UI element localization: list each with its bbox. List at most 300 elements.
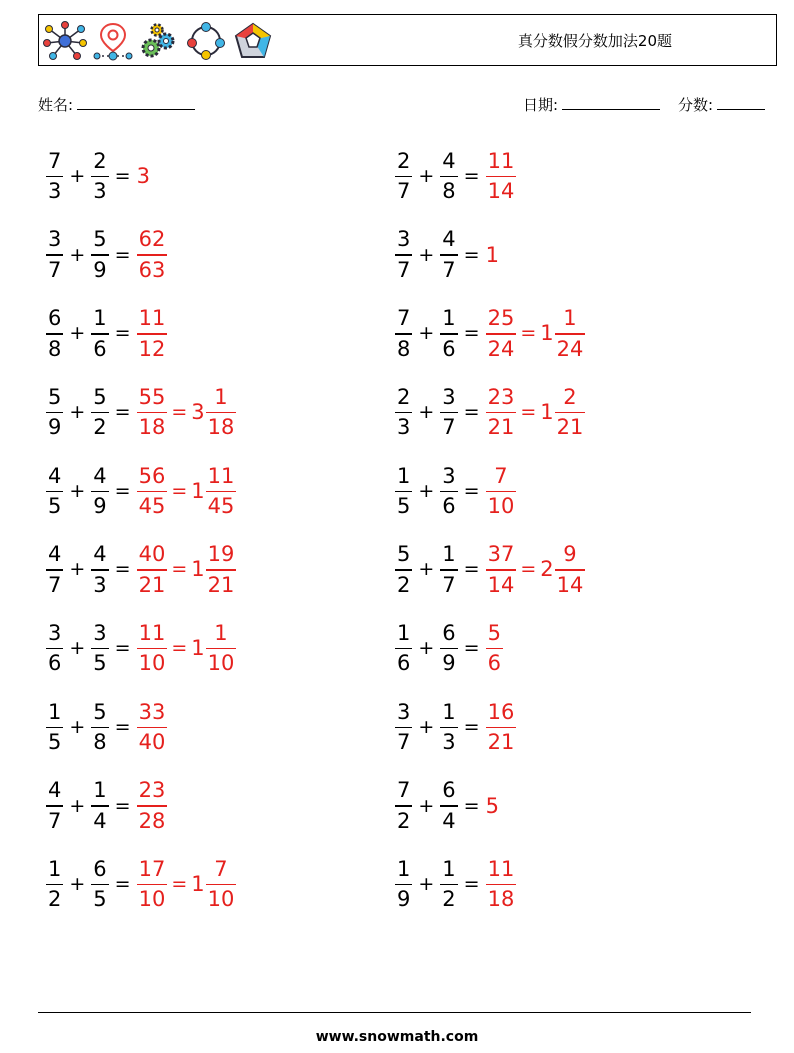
answer	[137, 464, 237, 519]
answer-fraction-bar	[137, 884, 168, 886]
addend-a-fraction-bar	[395, 254, 412, 256]
answer-fraction-bar	[486, 333, 517, 335]
addend-b-fraction-denominator: 3	[442, 730, 456, 755]
mixed-whole-number: 1	[540, 321, 554, 346]
answer-fraction	[137, 700, 168, 755]
addend-b-fraction	[440, 149, 457, 204]
addend-a-fraction-denominator: 2	[48, 887, 62, 912]
score-blank[interactable]	[717, 95, 765, 110]
plus-sign: +	[69, 715, 86, 738]
addend-b-fraction-numerator: 2	[93, 148, 107, 173]
mixed-fraction-bar	[555, 333, 586, 335]
problem-item	[395, 460, 744, 522]
addend-a-fraction-bar	[46, 491, 63, 493]
addend-a-fraction-numerator: 4	[48, 778, 62, 803]
mixed-whole-number: 1	[191, 872, 205, 897]
mixed-fraction-bar	[206, 491, 237, 493]
mixed-fraction-bar	[555, 412, 586, 414]
mixed-fraction-denominator: 14	[556, 572, 584, 597]
answer-fraction-numerator: 62	[138, 227, 166, 252]
addend-b-fraction-numerator: 3	[442, 384, 456, 409]
addend-a-fraction-denominator: 6	[48, 651, 62, 676]
addend-a-fraction-numerator: 4	[48, 463, 62, 488]
addend-a-fraction-denominator: 5	[48, 494, 62, 518]
answer-fraction-value: 3	[136, 164, 150, 188]
addend-a-fraction	[46, 857, 63, 912]
addend-b-fraction	[91, 306, 108, 361]
addend-a-fraction-bar	[395, 333, 412, 335]
plus-sign: +	[69, 165, 86, 187]
answer-fraction-bar	[486, 648, 503, 650]
answer	[137, 857, 237, 912]
answer-fraction	[137, 778, 168, 833]
addend-a-fraction	[395, 700, 412, 755]
addend-a-fraction-denominator: 5	[397, 494, 411, 518]
addend-a-fraction-numerator: 1	[48, 699, 62, 724]
plus-sign: +	[69, 243, 86, 266]
addend-b-fraction-bar	[440, 648, 457, 650]
addend-a-fraction-denominator: 5	[48, 730, 62, 755]
problem-item	[395, 145, 744, 207]
addend-a-fraction	[46, 621, 63, 676]
equals-sign: =	[114, 479, 131, 502]
answer	[486, 243, 499, 267]
score-field	[678, 95, 765, 114]
score-label: 分数:	[678, 96, 714, 114]
mixed-fraction-bar	[206, 412, 237, 414]
pentagon-chart-icon	[233, 21, 273, 61]
addend-b-fraction-numerator: 5	[93, 699, 107, 724]
date-field	[523, 95, 660, 114]
mixed-whole-number: 1	[191, 557, 205, 582]
answer-fraction-numerator: 23	[487, 384, 515, 409]
answer-fraction-bar	[137, 805, 168, 807]
answer-fraction-numerator: 11	[487, 148, 515, 173]
answer-fraction-denominator: 21	[487, 730, 515, 755]
addend-b-fraction-denominator: 3	[93, 179, 107, 204]
answer-fraction-bar	[486, 884, 517, 886]
addend-a-fraction-bar	[395, 491, 412, 493]
addend-a-fraction	[46, 700, 63, 755]
plus-sign: +	[418, 165, 435, 187]
equals-sign: =	[463, 558, 480, 581]
addend-a-fraction	[395, 542, 412, 597]
problem-item	[395, 853, 744, 915]
footer-divider	[38, 1012, 751, 1013]
answer-fraction-bar	[137, 569, 168, 571]
answer-fraction-denominator: 21	[138, 572, 166, 597]
answer-fraction-numerator: 55	[138, 384, 166, 409]
answer	[486, 464, 517, 519]
addend-b-fraction	[440, 542, 457, 597]
answer	[137, 306, 168, 361]
addend-a-fraction	[395, 385, 412, 440]
answer-fraction-value: 5	[485, 793, 499, 818]
mixed-fraction	[555, 542, 586, 597]
equals-sign: =	[463, 873, 480, 896]
answer-fraction-numerator: 23	[138, 778, 166, 803]
plus-sign: +	[69, 873, 86, 896]
addend-b-fraction-denominator: 4	[442, 808, 456, 833]
addend-b-fraction-denominator: 4	[93, 808, 107, 833]
answer-fraction	[137, 621, 168, 676]
answer	[137, 700, 168, 755]
mixed-whole-number: 1	[191, 636, 205, 661]
equals-sign: =	[463, 479, 480, 502]
addend-b-fraction-numerator: 1	[93, 306, 107, 331]
addend-a-fraction-bar	[395, 176, 412, 178]
date-blank[interactable]	[562, 95, 660, 110]
addend-b-fraction-bar	[440, 412, 457, 414]
addend-b-fraction	[440, 385, 457, 440]
addend-b-fraction-denominator: 7	[442, 415, 456, 440]
mixed-equals-sign: =	[171, 637, 188, 660]
addend-a-fraction-denominator: 2	[397, 572, 411, 597]
answer-fraction-denominator: 10	[138, 887, 166, 912]
addend-a-fraction-numerator: 1	[397, 620, 411, 645]
equals-sign: =	[463, 637, 480, 660]
answer	[137, 227, 168, 282]
answer-fraction-numerator: 17	[138, 856, 166, 881]
mixed-equals-sign: =	[171, 401, 188, 424]
addend-b-fraction	[440, 306, 457, 361]
answer-fraction-denominator: 10	[487, 494, 515, 518]
addend-b-fraction-bar	[91, 648, 108, 650]
addend-b-fraction-bar	[440, 805, 457, 807]
answer-fraction-denominator: 14	[487, 572, 515, 597]
plus-sign: +	[418, 243, 435, 266]
equals-sign: =	[114, 558, 131, 581]
addend-b-fraction-bar	[440, 727, 457, 729]
addend-b-fraction	[440, 778, 457, 833]
addend-b-fraction-bar	[440, 569, 457, 571]
addend-b-fraction-denominator: 2	[442, 887, 456, 912]
addend-b-fraction-bar	[440, 333, 457, 335]
mixed-fraction-denominator: 10	[207, 651, 235, 676]
network-icon	[43, 21, 87, 61]
answer-fraction	[486, 542, 517, 597]
answer	[137, 542, 237, 597]
equals-sign: =	[463, 322, 480, 345]
mixed-fraction-denominator: 21	[556, 415, 584, 440]
mixed-equals-sign: =	[520, 322, 537, 345]
answer-fraction-denominator: 10	[138, 651, 166, 676]
answer-fraction-bar	[486, 491, 517, 493]
equals-sign: =	[114, 637, 131, 660]
addend-a-fraction	[46, 778, 63, 833]
addend-b-fraction	[91, 778, 108, 833]
addend-a-fraction-bar	[395, 805, 412, 807]
gears-icon	[139, 21, 179, 61]
answer-fraction-denominator: 63	[138, 257, 166, 282]
equals-sign: =	[114, 401, 131, 424]
name-blank[interactable]	[77, 95, 195, 110]
equals-sign: =	[463, 243, 480, 266]
addend-a-fraction-denominator: 2	[397, 808, 411, 833]
mixed-fraction	[206, 857, 237, 912]
addend-b-fraction-numerator: 5	[93, 227, 107, 252]
addend-a-fraction-numerator: 6	[48, 306, 62, 331]
answer-fraction	[486, 149, 517, 204]
problem-item	[395, 302, 744, 364]
addend-b-fraction-numerator: 4	[93, 463, 107, 488]
addend-b-fraction-denominator: 5	[93, 887, 107, 912]
problem-item	[46, 145, 395, 207]
answer-fraction-denominator: 14	[487, 179, 515, 204]
addend-b-fraction-bar	[91, 884, 108, 886]
equals-sign: =	[463, 401, 480, 424]
mixed-fraction-numerator: 1	[214, 620, 228, 645]
equals-sign: =	[463, 165, 480, 187]
addend-a-fraction-numerator: 3	[48, 227, 62, 252]
addend-a-fraction-bar	[46, 727, 63, 729]
addend-b-fraction-numerator: 4	[442, 148, 456, 173]
addend-b-fraction	[440, 464, 457, 519]
problem-item	[46, 224, 395, 286]
name-field	[38, 95, 195, 114]
worksheet-header	[38, 14, 777, 66]
addend-b-fraction	[440, 857, 457, 912]
addend-b-fraction	[440, 700, 457, 755]
addend-a-fraction-denominator: 6	[397, 651, 411, 676]
mixed-fraction	[206, 542, 237, 597]
addend-a-fraction-numerator: 3	[397, 227, 411, 252]
answer-fraction-denominator: 21	[487, 415, 515, 440]
addend-a-fraction-bar	[395, 727, 412, 729]
mixed-fraction-denominator: 18	[207, 415, 235, 440]
answer	[137, 621, 237, 676]
footer-site: www.snowmath.com	[315, 1029, 479, 1045]
answer-fraction-numerator: 7	[494, 463, 508, 488]
addend-b-fraction-denominator: 5	[93, 651, 107, 676]
mixed-whole-number: 2	[540, 557, 554, 582]
addend-b-fraction-bar	[91, 254, 108, 256]
mixed-fraction-bar	[555, 569, 586, 571]
mixed-fraction	[206, 385, 237, 440]
mixed-whole-number: 3	[191, 400, 205, 425]
addend-a-fraction-numerator: 1	[397, 463, 411, 488]
equals-sign: =	[114, 715, 131, 738]
problem-item	[395, 775, 744, 837]
addend-b-fraction-denominator: 8	[93, 730, 107, 755]
answer	[486, 857, 517, 912]
addend-b-fraction-numerator: 4	[442, 227, 456, 252]
addend-a-fraction	[46, 542, 63, 597]
problem-item	[395, 617, 744, 679]
addend-a-fraction-denominator: 3	[48, 179, 62, 204]
addend-a-fraction-numerator: 7	[397, 778, 411, 803]
answer	[137, 164, 150, 188]
plus-sign: +	[418, 322, 435, 345]
addend-a-fraction-bar	[395, 569, 412, 571]
addend-a-fraction-numerator: 3	[48, 620, 62, 645]
answer-fraction	[486, 464, 517, 519]
addend-a-fraction-denominator: 8	[48, 336, 62, 361]
mixed-fraction-numerator: 7	[214, 856, 228, 881]
answer-fraction-bar	[486, 412, 517, 414]
answer-fraction	[486, 306, 517, 361]
plus-sign: +	[69, 637, 86, 660]
addend-b-fraction-bar	[440, 884, 457, 886]
addend-b-fraction	[440, 621, 457, 676]
answer-fraction	[137, 464, 168, 519]
plus-sign: +	[69, 322, 86, 345]
mixed-fraction-numerator: 9	[563, 542, 577, 567]
addend-b-fraction-numerator: 1	[93, 778, 107, 803]
mixed-fraction-numerator: 19	[207, 542, 235, 567]
mixed-fraction-numerator: 1	[214, 384, 228, 409]
answer-fraction-numerator: 11	[138, 306, 166, 331]
problem-item	[46, 460, 395, 522]
answer-fraction-numerator: 5	[487, 620, 501, 645]
answer-fraction-bar	[137, 491, 168, 493]
addend-a-fraction	[46, 385, 63, 440]
mixed-fraction-bar	[206, 648, 237, 650]
plus-sign: +	[69, 558, 86, 581]
addend-b-fraction-bar	[91, 333, 108, 335]
answer-fraction-denominator: 28	[138, 808, 166, 833]
answer-fraction-numerator: 11	[487, 856, 515, 881]
mixed-equals-sign: =	[520, 558, 537, 581]
addend-a-fraction-denominator: 9	[48, 415, 62, 440]
answer-fraction-denominator: 40	[138, 730, 166, 755]
addend-a-fraction	[46, 306, 63, 361]
addend-a-fraction-denominator: 7	[48, 572, 62, 597]
plus-sign: +	[418, 873, 435, 896]
addend-b-fraction-denominator: 6	[93, 336, 107, 361]
addend-a-fraction-numerator: 1	[48, 856, 62, 881]
mixed-fraction-numerator: 11	[207, 463, 235, 488]
problem-item	[395, 538, 744, 600]
addend-a-fraction-bar	[46, 412, 63, 414]
addend-a-fraction	[46, 227, 63, 282]
answer-fraction-denominator: 12	[138, 336, 166, 361]
answer-fraction-denominator: 18	[138, 415, 166, 440]
mixed-equals-sign: =	[171, 479, 188, 502]
mixed-fraction	[206, 621, 237, 676]
addend-a-fraction-numerator: 5	[48, 384, 62, 409]
plus-sign: +	[418, 558, 435, 581]
addend-a-fraction-bar	[395, 884, 412, 886]
plus-sign: +	[418, 401, 435, 424]
answer-fraction-bar	[137, 254, 168, 256]
mixed-fraction-denominator: 21	[207, 572, 235, 597]
addend-b-fraction	[440, 227, 457, 282]
addend-a-fraction	[395, 464, 412, 519]
addend-a-fraction	[395, 227, 412, 282]
answer	[486, 385, 586, 440]
equals-sign: =	[114, 322, 131, 345]
answer-fraction-bar	[137, 412, 168, 414]
answer-fraction	[137, 306, 168, 361]
addend-a-fraction-denominator: 7	[48, 808, 62, 833]
addend-b-fraction-numerator: 1	[442, 542, 456, 567]
mixed-fraction-denominator: 10	[207, 887, 235, 912]
answer-fraction-bar	[486, 727, 517, 729]
plus-sign: +	[69, 479, 86, 502]
addend-b-fraction-numerator: 6	[442, 778, 456, 803]
plus-sign: +	[69, 401, 86, 424]
equals-sign: =	[463, 715, 480, 738]
problem-item	[46, 853, 395, 915]
addend-b-fraction-bar	[440, 176, 457, 178]
addend-b-fraction-denominator: 8	[442, 179, 456, 204]
equals-sign: =	[463, 794, 480, 817]
answer-fraction-denominator: 24	[487, 336, 515, 361]
mixed-equals-sign: =	[520, 401, 537, 424]
addend-a-fraction-numerator: 4	[48, 542, 62, 567]
addend-b-fraction-denominator: 2	[93, 415, 107, 440]
problem-item	[395, 224, 744, 286]
name-label: 姓名:	[38, 96, 74, 114]
answer-fraction	[486, 700, 517, 755]
equals-sign: =	[114, 165, 131, 187]
addend-b-fraction-numerator: 6	[93, 856, 107, 881]
answer	[486, 794, 499, 818]
addend-a-fraction-bar	[46, 648, 63, 650]
addend-a-fraction-numerator: 7	[48, 148, 62, 173]
addend-a-fraction-numerator: 3	[397, 699, 411, 724]
addend-a-fraction	[395, 149, 412, 204]
mixed-whole-number: 1	[540, 400, 554, 425]
answer-fraction	[137, 542, 168, 597]
addend-b-fraction-bar	[91, 805, 108, 807]
addend-a-fraction-denominator: 7	[397, 730, 411, 755]
answer-fraction-value: 1	[485, 242, 499, 267]
header-icons	[43, 19, 273, 63]
addend-b-fraction-numerator: 3	[442, 463, 456, 488]
addend-b-fraction-denominator: 9	[93, 257, 107, 282]
addend-b-fraction	[91, 385, 108, 440]
plus-sign: +	[418, 479, 435, 502]
addend-a-fraction-numerator: 5	[397, 542, 411, 567]
addend-a-fraction-bar	[46, 333, 63, 335]
addend-a-fraction-bar	[46, 569, 63, 571]
mixed-fraction	[555, 306, 586, 361]
addend-a-fraction-bar	[46, 254, 63, 256]
addend-a-fraction-numerator: 2	[397, 148, 411, 173]
answer-fraction-denominator: 45	[138, 494, 166, 518]
addend-b-fraction	[91, 542, 108, 597]
addend-b-fraction-denominator: 7	[442, 257, 456, 282]
answer-fraction	[137, 227, 168, 282]
addend-a-fraction-denominator: 7	[397, 257, 411, 282]
addend-a-fraction	[395, 621, 412, 676]
addend-b-fraction-numerator: 1	[442, 856, 456, 881]
addend-b-fraction-numerator: 4	[93, 542, 107, 567]
answer-fraction	[486, 857, 517, 912]
problem-item	[46, 381, 395, 443]
addend-b-fraction-bar	[91, 491, 108, 493]
addend-a-fraction-bar	[395, 412, 412, 414]
team-cycle-icon	[185, 21, 227, 61]
answer	[486, 621, 503, 676]
addend-b-fraction-bar	[91, 727, 108, 729]
mixed-fraction-denominator: 24	[556, 336, 584, 361]
addend-a-fraction-numerator: 7	[397, 306, 411, 331]
addend-b-fraction-bar	[91, 569, 108, 571]
equals-sign: =	[114, 873, 131, 896]
addend-a-fraction-denominator: 8	[397, 336, 411, 361]
addend-b-fraction-numerator: 3	[93, 620, 107, 645]
answer-fraction-numerator: 56	[138, 463, 166, 488]
answer	[486, 306, 586, 361]
answer-fraction-numerator: 11	[138, 620, 166, 645]
plus-sign: +	[69, 794, 86, 817]
addend-a-fraction	[395, 857, 412, 912]
plus-sign: +	[418, 637, 435, 660]
addend-a-fraction-bar	[46, 176, 63, 178]
